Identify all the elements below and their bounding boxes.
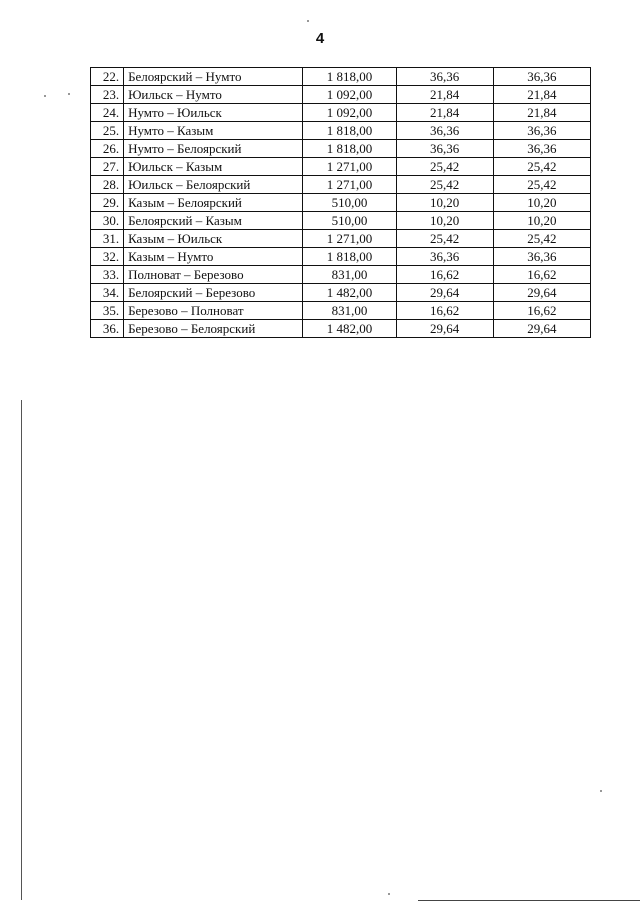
value-a-cell: 21,84	[396, 104, 493, 122]
value-a-cell: 25,42	[396, 230, 493, 248]
price-cell: 1 092,00	[303, 86, 396, 104]
value-b-cell: 36,36	[493, 248, 590, 266]
table-row	[91, 86, 591, 104]
price-cell: 510,00	[303, 194, 396, 212]
page-number: 4	[315, 30, 325, 47]
price-cell: 1 818,00	[303, 248, 396, 266]
row-number: 22.	[91, 68, 124, 86]
row-number: 36.	[91, 320, 124, 338]
table-row	[91, 302, 591, 320]
row-number: 23.	[91, 86, 124, 104]
route-cell: Юильск – Белоярский	[124, 176, 303, 194]
price-cell: 510,00	[303, 212, 396, 230]
value-a-cell: 16,62	[396, 302, 493, 320]
value-a-cell: 36,36	[396, 248, 493, 266]
scan-bottom-line	[418, 900, 640, 901]
table-row	[91, 212, 591, 230]
table-row	[91, 158, 591, 176]
row-number: 32.	[91, 248, 124, 266]
table-row	[91, 320, 591, 338]
route-cell: Белоярский – Березово	[124, 284, 303, 302]
scan-speck	[44, 95, 46, 97]
scan-speck	[388, 893, 390, 895]
value-b-cell: 36,36	[493, 140, 590, 158]
row-number: 29.	[91, 194, 124, 212]
route-cell: Белоярский – Нумто	[124, 68, 303, 86]
scan-edge-line	[21, 400, 22, 900]
value-b-cell: 16,62	[493, 302, 590, 320]
value-b-cell: 10,20	[493, 194, 590, 212]
table-row	[91, 140, 591, 158]
row-number: 31.	[91, 230, 124, 248]
value-b-cell: 25,42	[493, 176, 590, 194]
table-row	[91, 176, 591, 194]
price-cell: 1 482,00	[303, 284, 396, 302]
price-cell: 1 818,00	[303, 122, 396, 140]
table-row	[91, 194, 591, 212]
route-cell: Нумто – Белоярский	[124, 140, 303, 158]
price-cell: 1 482,00	[303, 320, 396, 338]
price-cell: 1 271,00	[303, 158, 396, 176]
route-cell: Белоярский – Казым	[124, 212, 303, 230]
table-row	[91, 230, 591, 248]
value-a-cell: 36,36	[396, 68, 493, 86]
route-cell: Полноват – Березово	[124, 266, 303, 284]
table-row	[91, 284, 591, 302]
value-a-cell: 29,64	[396, 284, 493, 302]
scan-speck	[600, 790, 602, 792]
table-row	[91, 104, 591, 122]
value-b-cell: 36,36	[493, 68, 590, 86]
table-row	[91, 68, 591, 86]
price-cell: 1 818,00	[303, 140, 396, 158]
price-cell: 1 271,00	[303, 176, 396, 194]
value-a-cell: 36,36	[396, 122, 493, 140]
row-number: 25.	[91, 122, 124, 140]
value-a-cell: 36,36	[396, 140, 493, 158]
route-cell: Казым – Белоярский	[124, 194, 303, 212]
scan-speck	[307, 20, 309, 22]
row-number: 35.	[91, 302, 124, 320]
route-cell: Березово – Полноват	[124, 302, 303, 320]
value-b-cell: 25,42	[493, 158, 590, 176]
route-cell: Березово – Белоярский	[124, 320, 303, 338]
row-number: 27.	[91, 158, 124, 176]
price-cell: 831,00	[303, 302, 396, 320]
value-b-cell: 36,36	[493, 122, 590, 140]
value-b-cell: 25,42	[493, 230, 590, 248]
row-number: 28.	[91, 176, 124, 194]
value-b-cell: 21,84	[493, 104, 590, 122]
table-body	[91, 68, 591, 338]
value-a-cell: 25,42	[396, 158, 493, 176]
value-a-cell: 16,62	[396, 266, 493, 284]
row-number: 30.	[91, 212, 124, 230]
table-row	[91, 122, 591, 140]
price-cell: 1 092,00	[303, 104, 396, 122]
price-cell: 1 271,00	[303, 230, 396, 248]
value-b-cell: 21,84	[493, 86, 590, 104]
table-row	[91, 248, 591, 266]
row-number: 34.	[91, 284, 124, 302]
price-cell: 1 818,00	[303, 68, 396, 86]
tariff-table	[90, 67, 591, 338]
value-a-cell: 25,42	[396, 176, 493, 194]
row-number: 26.	[91, 140, 124, 158]
value-b-cell: 29,64	[493, 320, 590, 338]
route-cell: Нумто – Юильск	[124, 104, 303, 122]
value-a-cell: 10,20	[396, 194, 493, 212]
row-number: 24.	[91, 104, 124, 122]
row-number: 33.	[91, 266, 124, 284]
value-a-cell: 21,84	[396, 86, 493, 104]
value-b-cell: 29,64	[493, 284, 590, 302]
route-cell: Нумто – Казым	[124, 122, 303, 140]
scan-speck	[68, 93, 70, 95]
route-cell: Казым – Юильск	[124, 230, 303, 248]
route-cell: Казым – Нумто	[124, 248, 303, 266]
value-b-cell: 10,20	[493, 212, 590, 230]
value-a-cell: 29,64	[396, 320, 493, 338]
value-a-cell: 10,20	[396, 212, 493, 230]
table-row	[91, 266, 591, 284]
value-b-cell: 16,62	[493, 266, 590, 284]
price-cell: 831,00	[303, 266, 396, 284]
route-cell: Юильск – Казым	[124, 158, 303, 176]
route-cell: Юильск – Нумто	[124, 86, 303, 104]
